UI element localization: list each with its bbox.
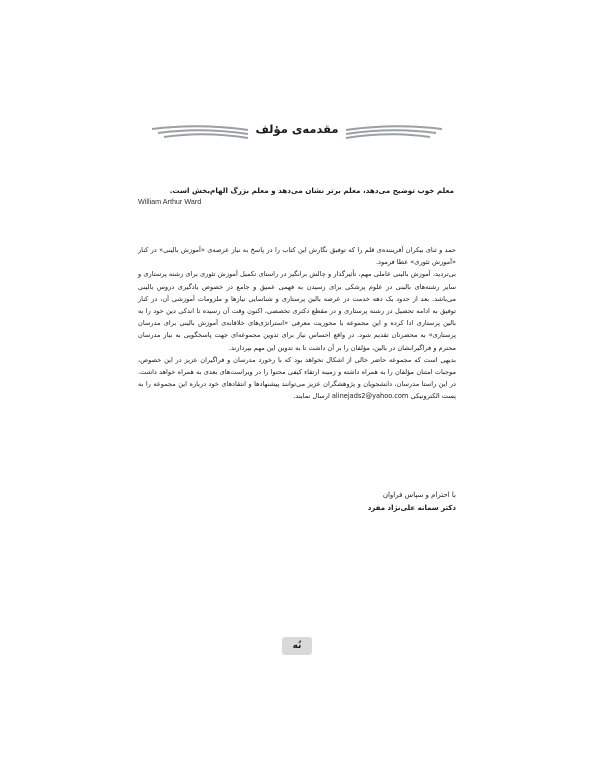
wave-ornament-right-icon <box>344 124 444 142</box>
epigraph <box>138 186 454 206</box>
signoff <box>138 489 456 515</box>
epigraph-quote: معلم خوب توضیح می‌دهد، معلم برتر نشان می‌دهد و معلم بزرگ الهام‌بخش است. <box>169 186 454 195</box>
paragraph: بی‌تردید، آموزش بالینی عاملی مهم، تأثیرگذار و چالش برانگیز در راستای تکمیل آموزش تئوری برای رشته پرستاری و سایر رشته‌های بالینی در علوم پزشکی برای رسیدن به فهمی عمیق و جامع در خصوص یادگیری دروس بالینی می‌باشد. بعد از حدود یک دهه خدمت در عرصه بالین پرستاری و شناسایی نیازها و ملزومات آموزشی آن، در کنار توفیق به ادامه تحصیل در رشته پرستاری و در مقطع دکتری تخصصی، اکنون وقت آن رسیده تا اندکی دین خود را به بالین پرستاری ادا کرده و این مجموعه با محوریت معرفی «استراتژی‌های خلاقانه‌ی آموزش بالینی برای مدرسان پرستاری» به محضرتان تقدیم شود. در واقع احساس نیاز برای تدوین مجموعه‌ای جهت پاسخگویی به نیاز مدرسان محترم و فراگیرانشان در بالین، مؤلفان را بر آن داشت تا به تدوین این مهم بپردازند. <box>138 270 456 352</box>
paragraph: بدیهی است که مجموعه حاضر خالی از اشکال نخواهد بود که با رخورد مدرسان و فراگیران عزیز در این خصوص، موجبات امتنان مؤلفان را به همراه داشته و زمینه ارتقاء کیفی محتوا را در ویراست‌های بعدی به همراه خواهد داشت. در این راستا مدرسان، دانشجویان و پژوهشگران عزیز می‌توانند پیشنهادها و انتقادهای خود درباره این مجموعه را به پست الکترونیکی alinejads2@yahoo.com ارسال نمایند. <box>138 355 456 401</box>
section-title: مقدمه‌ی مؤلف <box>255 122 339 136</box>
paragraph: حمد و ثنای بیکران آفریننده‌ی قلم را که توفیق نگارش این کتاب را در پاسخ به نیاز عرصه‌ی «آموزش بالینی» در کنار «آموزش تئوری» عطا فرمود. <box>138 246 456 267</box>
page-number: نُه <box>282 637 312 655</box>
preface-body <box>138 244 456 403</box>
section-header <box>150 118 444 148</box>
signoff-greeting: با احترام و سپاس فراوان <box>382 491 456 499</box>
epigraph-author: William Arthur Ward <box>138 197 202 206</box>
author-name: دکتر سمانه علی‌نژاد مفرد <box>367 504 456 512</box>
